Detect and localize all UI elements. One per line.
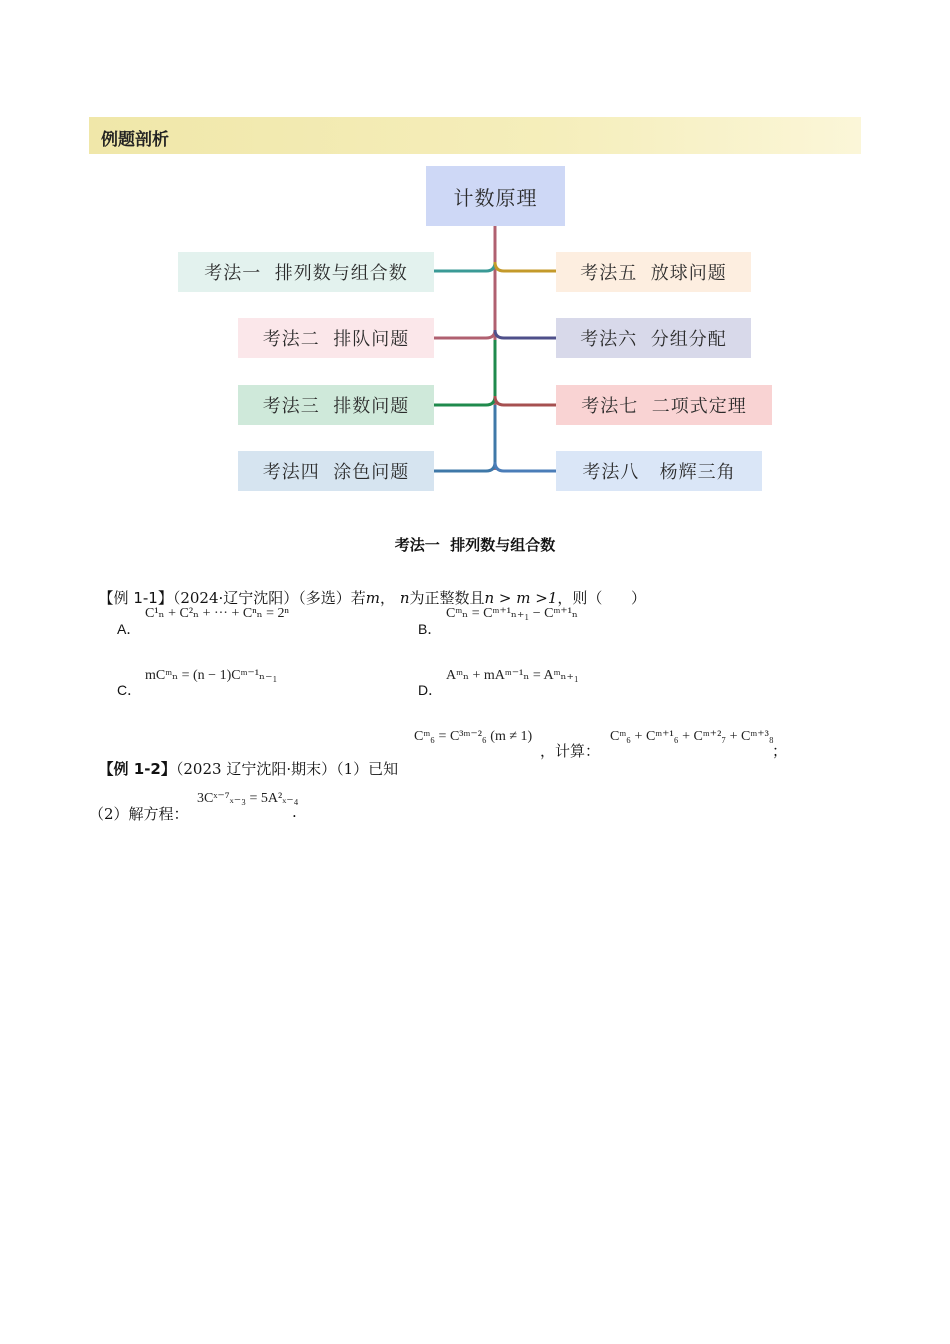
example2-compute-label: ，计算： xyxy=(540,742,601,760)
var-m: m xyxy=(365,589,381,607)
option-a-formula: C¹ₙ + C²ₙ + ··· + Cⁿₙ = 2ⁿ xyxy=(145,606,289,621)
option-d-formula: Aᵐₙ + mAᵐ⁻¹ₙ = Aᵐₙ₊₁ xyxy=(446,668,579,683)
branch-line-4 xyxy=(434,405,495,471)
option-c-letter: C． xyxy=(117,682,142,698)
mindmap-node-left-3: 考法三 排数问题 xyxy=(238,385,434,425)
example1-tag: 【例 1-1】 xyxy=(98,589,173,607)
example1-source: （2024·辽宁沈阳）（多选）若 xyxy=(172,589,366,607)
mindmap-connectors xyxy=(0,0,950,520)
example2-source: （2023 辽宁沈阳·期末）（1）已知 xyxy=(175,760,399,778)
example2-period: . xyxy=(292,803,297,821)
option-d-letter: D． xyxy=(418,682,443,698)
comma: ， xyxy=(380,589,396,607)
mindmap xyxy=(0,0,950,520)
branch-line-6 xyxy=(495,330,556,338)
example2-part2-label: （2）解方程： xyxy=(89,805,189,823)
example1-tail: ，则（ ） xyxy=(557,589,646,607)
option-a-letter: A． xyxy=(117,621,141,637)
mindmap-node-right-1: 考法五 放球问题 xyxy=(556,252,751,292)
example1-question xyxy=(89,569,646,608)
option-b-letter: B． xyxy=(418,621,442,637)
example2-question xyxy=(89,740,398,779)
branch-line-7 xyxy=(495,396,556,405)
example2-compute: Cᵐ₆ + Cᵐ⁺¹₆ + Cᵐ⁺²₇ + Cᵐ⁺³₈ xyxy=(610,729,774,744)
mindmap-node-right-4: 考法八 杨辉三角 xyxy=(556,451,762,491)
branch-line-1 xyxy=(434,262,495,271)
option-b-formula: Cᵐₙ = Cᵐ⁺¹ₙ₊₁ − Cᵐ⁺¹ₙ xyxy=(446,606,578,621)
example2-semicolon: ； xyxy=(772,742,788,760)
mindmap-node-right-3: 考法七 二项式定理 xyxy=(556,385,772,425)
condition: n > m >1 xyxy=(484,589,558,607)
section-title: 例题剖析 xyxy=(101,130,169,150)
var-n: n xyxy=(399,589,410,607)
subheading: 考法一 排列数与组合数 xyxy=(394,536,556,554)
example2-given: Cᵐ₆ = C³ᵐ⁻²₆ (m ≠ 1) xyxy=(414,729,533,744)
example2-equation: 3Cˣ⁻⁷ₓ₋₃ = 5A²ₓ₋₄ xyxy=(197,791,299,806)
branch-line-2 xyxy=(434,330,495,338)
mindmap-node-left-2: 考法二 排队问题 xyxy=(238,318,434,358)
branch-line-8 xyxy=(495,462,556,471)
option-c-formula: mCᵐₙ = (n − 1)Cᵐ⁻¹ₙ₋₁ xyxy=(145,668,278,683)
mindmap-node-left-1: 考法一 排列数与组合数 xyxy=(178,252,434,292)
branch-line-5 xyxy=(495,262,556,271)
example1-mid: 为正整数且 xyxy=(409,589,485,607)
mindmap-root: 计数原理 xyxy=(426,166,565,226)
mindmap-node-left-4: 考法四 涂色问题 xyxy=(238,451,434,491)
mindmap-node-right-2: 考法六 分组分配 xyxy=(556,318,751,358)
example2-tag: 【例 1-2】 xyxy=(98,760,176,778)
branch-line-3 xyxy=(434,340,495,405)
